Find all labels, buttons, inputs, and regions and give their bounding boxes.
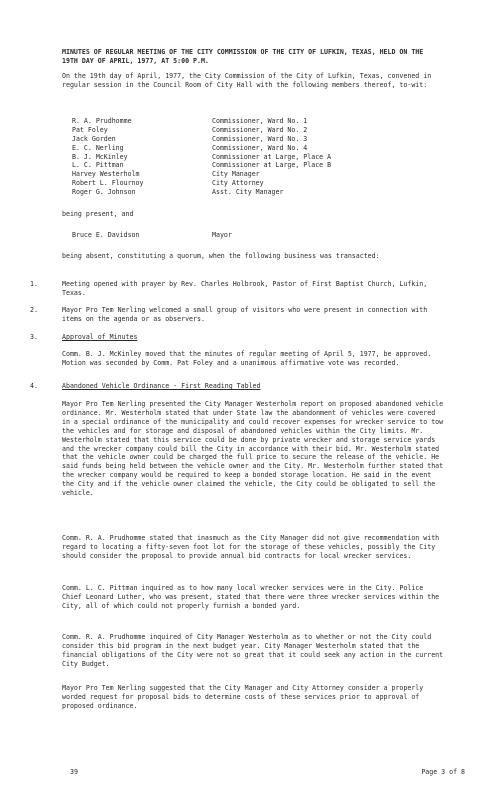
member-title: Asst. City Manager — [212, 188, 284, 197]
item-number: 2. — [30, 306, 38, 314]
member-name: Roger G. Johnson — [72, 188, 136, 197]
member-row — [72, 170, 432, 179]
member-row — [72, 179, 432, 188]
member-name: Robert L. Flournoy — [72, 179, 144, 188]
member-name: R. A. Prudhomme — [72, 117, 132, 125]
agenda-item-4 — [30, 382, 450, 391]
item-text: Meeting opened with prayer by Rev. Charles Holbrook, Pastor of First Baptist Church, Lufkin, Texas. — [62, 280, 428, 297]
member-name: Jack Gorden — [72, 134, 116, 143]
item-heading: Approval of Minutes — [62, 333, 138, 341]
member-row — [72, 135, 432, 144]
intro-paragraph: On the 19th day of April, 1977, the City Commission of the City of Lufkin, Texas, convened in regular session in the Council Room of City Hall with the following members thereof, to-wit: — [62, 72, 432, 89]
page-footer — [70, 768, 465, 777]
member-name: Harvey Westerholm — [72, 170, 140, 179]
member-title: Commissioner at Large, Place B — [212, 161, 332, 170]
vehicle-paragraph-2: Comm. R. A. Prudhomme stated that inasmuch as the City Manager did not give recommendation with regard to locating a fifty-seven foot lot for the storage of these vehicles, possibly the City should consider the proposal to provide annual bid contracts for local wrecker services. — [62, 534, 440, 560]
member-row — [72, 126, 432, 135]
member-row — [72, 144, 432, 153]
member-title: Commissioner, Ward No. 2 — [212, 125, 308, 134]
member-name: Pat Foley — [72, 125, 108, 134]
member-row — [72, 153, 432, 162]
agenda-item-2 — [30, 306, 450, 324]
member-title: Commissioner, Ward No. 3 — [212, 134, 308, 143]
absent-member-name: Bruce E. Davidson — [72, 231, 140, 239]
item-number: 4. — [30, 382, 38, 390]
footer-left: 39 — [70, 768, 78, 776]
member-name: L. C. Pittman — [72, 161, 124, 170]
member-title: City Manager — [212, 170, 260, 179]
vehicle-paragraph-1: Mayor Pro Tem Nerling presented the City Manager Westerholm report on proposed abandoned vehicle ordinance. Mr. Westerholm stated that under State law the abandonment of vehicles were covered in a special ordinance of the municipality and could recover expenses for wrecker service to tow the vehicles and for storage and disposal of abandoned vehicles within the City limits. Mr. Westerholm stated that this service could be done by private wrecker and storage service yards and the wrecker company could bill the City in accordance with their bid. Mr. Westerholm stated that the vehicle owner could be charged the full price to secure the release of the vehicle. He said funds being held between the vehicle owner and the City. Mr. Westerholm further stated that the wrecker company would be required to keep a bonded storage location. He said in the event the City and if the vehicle owner claimed the vehicle, the City could be obligated to sell the vehicle. — [62, 400, 444, 498]
member-roster — [72, 117, 432, 197]
approval-paragraph: Comm. B. J. McKinley moved that the minutes of regular meeting of April 5, 1977, be approved. Motion was seconded by Comm. Pat Foley and a unanimous affirmative vote was recorded. — [62, 350, 432, 367]
minutes-heading: MINUTES OF REGULAR MEETING OF THE CITY COMMISSION OF THE CITY OF LUFKIN, TEXAS, HELD ON THE 19TH DAY OF APRIL, 1977, AT 5:00 P.M. — [62, 48, 424, 65]
member-title: City Attorney — [212, 179, 264, 188]
item-text: Mayor Pro Tem Nerling welcomed a small group of visitors who were present in connection with items on the agenda or as observers. — [62, 306, 428, 323]
item-number: 1. — [30, 280, 38, 288]
agenda-item-1 — [30, 280, 450, 298]
quorum-paragraph: being absent, constituting a quorum, when the following business was transacted: — [62, 252, 380, 260]
present-label: being present, and — [62, 210, 134, 218]
vehicle-paragraph-3: Comm. L. C. Pittman inquired as to how many local wrecker services were in the City. Police Chief Leonard Luther, who was present, stated that there were three wrecker services within the City, all of which could not properly furnish a bonded yard. — [62, 584, 440, 610]
member-title: Commissioner, Ward No. 4 — [212, 143, 308, 152]
absent-member-row — [72, 231, 232, 240]
member-name: B. J. McKinley — [72, 152, 128, 161]
member-title: Commissioner, Ward No. 1 — [212, 117, 308, 125]
member-row — [72, 188, 432, 197]
member-row — [72, 117, 432, 126]
member-name: E. C. Nerling — [72, 143, 124, 152]
item-heading: Abandoned Vehicle Ordinance - First Reading Tabled — [62, 382, 261, 390]
vehicle-paragraph-5: Mayor Pro Tem Nerling suggested that the City Manager and City Attorney consider a properly worded request for proposal bids to determine costs of these services prior to approval of proposed ordinance. — [62, 684, 424, 710]
vehicle-paragraph-4: Comm. R. A. Prudhomme inquired of City Manager Westerholm as to whether or not the City could consider this bid program in the next budget year. City Manager Westerholm stated that the financial obligations of the City were not so great that it could seek any action in the current City Budget. — [62, 633, 444, 668]
agenda-item-3 — [30, 333, 450, 342]
item-number: 3. — [30, 333, 38, 341]
absent-member-title: Mayor — [212, 231, 232, 239]
footer-page-number: Page 3 of 8 — [421, 768, 465, 776]
member-title: Commissioner at Large, Place A — [212, 152, 332, 161]
member-row — [72, 161, 432, 170]
